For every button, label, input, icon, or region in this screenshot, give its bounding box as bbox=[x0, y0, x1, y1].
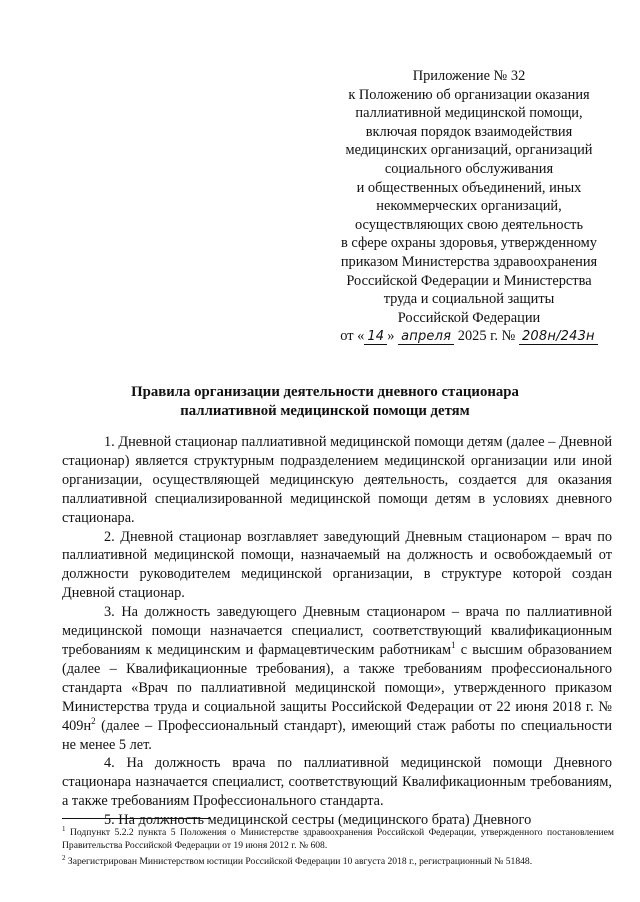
footnote-2-mark: 2 bbox=[62, 854, 66, 862]
order-prefix: от « bbox=[340, 328, 365, 345]
document-body bbox=[62, 433, 612, 830]
footnote-ref-1: 1 bbox=[451, 640, 456, 651]
order-day-handwritten: 14 bbox=[364, 329, 387, 345]
paragraph-1: 1. Дневной стационар паллиативной медицинской помощи детям (далее – Дневной стационар) является структурным подразделением медицинской организации или иной организации, осуществляющей медицинскую деятельность, создается для оказания паллиативной специализированной медицинской помощи детям в условиях дневного стационара. bbox=[62, 434, 612, 526]
appendix-line: медицинских организаций, организаций bbox=[345, 142, 593, 159]
footnote-separator bbox=[62, 818, 210, 819]
order-mid: » bbox=[387, 328, 395, 345]
appendix-line: в сфере охраны здоровья, утвержденному bbox=[341, 235, 597, 252]
appendix-line: Российской Федерации и Министерства bbox=[346, 272, 592, 289]
paragraph-3-part-b: с высшим образованием (далее – Квалификационные требования), а также требованиям профессионального стандарта «Врач по паллиативной медицинской помощи», утвержденного приказом Министерства труда и социальной защиты Российской Федерации от 22 июня 2018 г. № 409н bbox=[62, 641, 613, 734]
appendix-line: включая порядок взаимодействия bbox=[365, 123, 573, 140]
footnotes bbox=[62, 823, 614, 869]
appendix-line: приказом Министерства здравоохранения bbox=[340, 253, 598, 270]
appendix-line: паллиативной медицинской помощи, bbox=[355, 105, 583, 122]
appendix-line: социального обслуживания bbox=[384, 160, 554, 177]
appendix-line: к Положению об организации оказания bbox=[348, 86, 590, 103]
footnote-2-text: Зарегистрирован Министерством юстиции Российской Федерации 10 августа 2018 г., регистрационный № 51848. bbox=[65, 856, 533, 868]
paragraph-2: 2. Дневной стационар возглавляет заведующий Дневным стационаром – врач по паллиативной медицинской помощи, назначаемый на должность и освобождаемый от должности руководителем медицинской организации, в структуре которой создан Дневной стационар. bbox=[62, 528, 612, 602]
appendix-line: и общественных объединений, иных bbox=[356, 179, 582, 196]
document-title bbox=[60, 383, 590, 421]
title-line-2: паллиативной медицинской помощи детям bbox=[180, 403, 470, 419]
title-line-1: Правила организации деятельности дневного стационара bbox=[131, 384, 519, 400]
footnote-1 bbox=[62, 823, 614, 852]
order-number-handwritten: 208н/243н bbox=[519, 329, 598, 345]
appendix-line: труда и социальной защиты bbox=[383, 291, 555, 308]
footnote-ref-2: 2 bbox=[91, 715, 96, 726]
paragraph-3 bbox=[62, 603, 612, 754]
paragraph-3-part-a: 3. На должность заведующего Дневным стационаром – врача по паллиативной медицинской помощи назначается специалист, соответствующий квалификационным требованиям к медицинским и фармацевтическим работникам bbox=[62, 604, 612, 658]
footnote-1-mark: 1 bbox=[62, 825, 66, 833]
order-date-line bbox=[318, 327, 620, 347]
order-year: 2025 г. № bbox=[457, 328, 516, 345]
appendix-line: осуществляющих свою деятельность bbox=[354, 216, 584, 233]
appendix-line: некоммерческих организаций, bbox=[376, 198, 562, 215]
paragraph-3-part-c: (далее – Профессиональный стандарт), имеющий стаж работы по специальности не менее 5 лет. bbox=[62, 717, 612, 753]
footnote-2 bbox=[62, 852, 614, 869]
appendix-line: Российской Федерации bbox=[397, 309, 541, 326]
appendix-header bbox=[318, 67, 620, 347]
paragraph-4: 4. На должность врача по паллиативной медицинской помощи Дневного стационара назначается специалист, соответствующий Квалификационным требованиям, а также требованиям Профессионального стандарта. bbox=[62, 755, 612, 810]
footnote-1-text: Подпункт 5.2.2 пункта 5 Положения о Министерстве здравоохранения Российской Федерации, утвержденного постановлением Правительства Российской Федерации от 19 июня 2012 г. № 608. bbox=[62, 827, 614, 851]
order-month-handwritten: апреля bbox=[398, 329, 454, 345]
paragraph-5: 5. На должность медицинской сестры (медицинского брата) Дневного bbox=[104, 812, 532, 829]
appendix-line: Приложение № 32 bbox=[412, 68, 526, 84]
